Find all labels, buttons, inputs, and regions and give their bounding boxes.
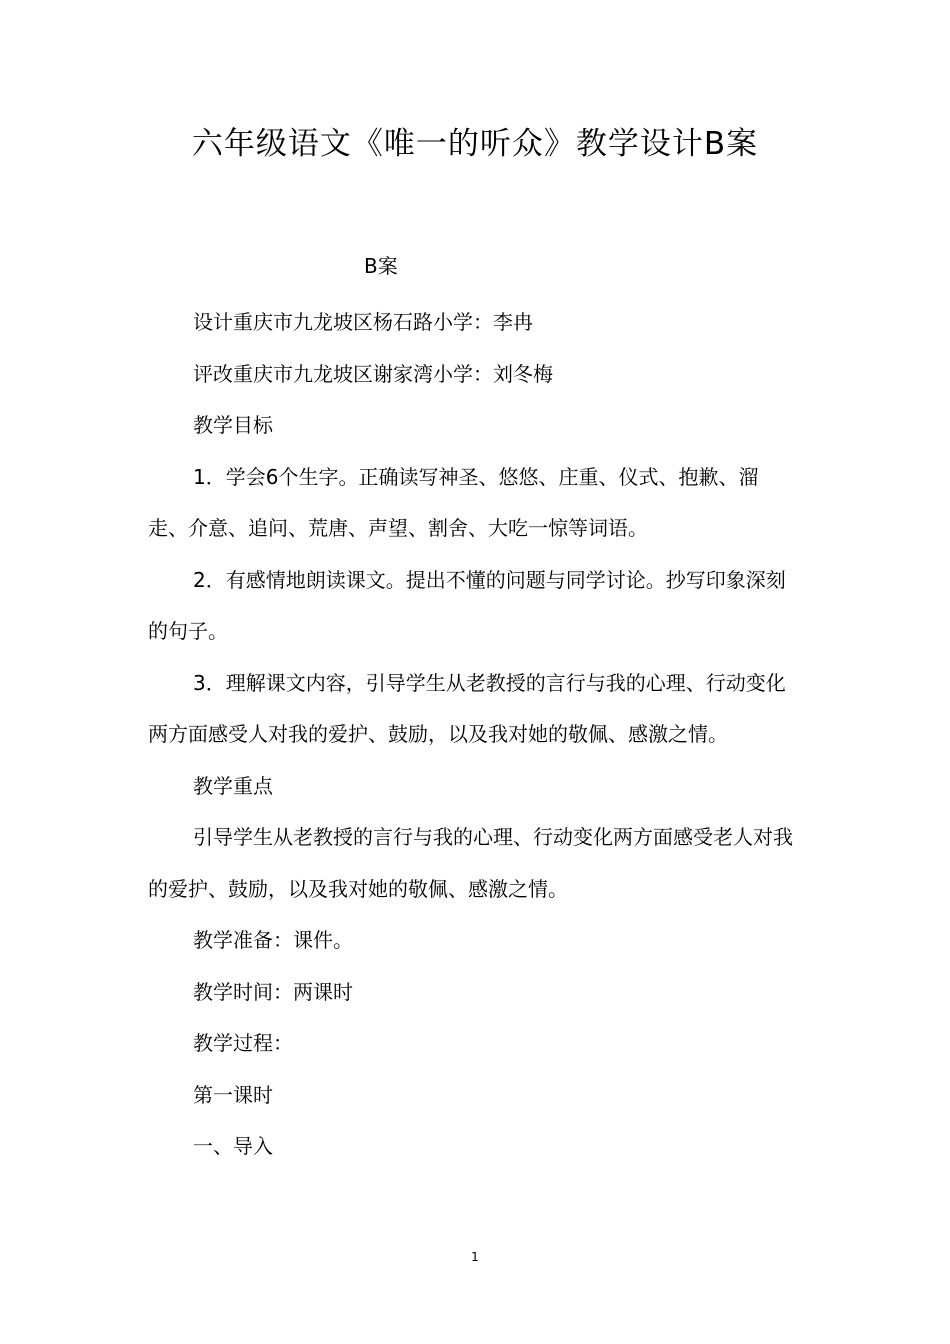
paragraph-reviewer: 评改重庆市九龙坡区谢家湾小学：刘冬梅 (193, 361, 553, 386)
heading-introduction: 一、导入 (193, 1134, 273, 1158)
heading-teaching-goals: 教学目标 (193, 413, 273, 437)
paragraph-time: 教学时间：两课时 (193, 979, 353, 1004)
document-body (148, 297, 798, 1173)
paragraph-goal-3: 3．理解课文内容，引导学生从老教授的言行与我的心理、行动变化两方面感受人对我的爱护、鼓励，以及我对她的敬佩、感激之情。 (148, 670, 786, 746)
page-number: 1 (471, 1250, 479, 1264)
document-title: 六年级语文《唯一的听众》教学设计B案 (191, 126, 759, 162)
paragraph-preparation: 教学准备：课件。 (193, 928, 353, 952)
paragraph-goal-2: 2．有感情地朗读课文。提出不懂的问题与同学讨论。抄写印象深刻的句子。 (148, 567, 786, 643)
document-subtitle: B案 (364, 254, 398, 278)
heading-process: 教学过程： (193, 1031, 293, 1055)
heading-first-lesson: 第一课时 (193, 1082, 273, 1107)
heading-key-points: 教学重点 (193, 773, 273, 798)
paragraph-designer: 设计重庆市九龙坡区杨石路小学：李冉 (193, 310, 533, 334)
paragraph-goal-1: 1．学会6个生字。正确读写神圣、悠悠、庄重、仪式、抱歉、溜走、介意、追问、荒唐、声望、割舍、大吃一惊等词语。 (148, 464, 759, 540)
paragraph-key-points: 引导学生从老教授的言行与我的心理、行动变化两方面感受老人对我的爱护、鼓励，以及我对她的敬佩、感激之情。 (148, 825, 793, 901)
